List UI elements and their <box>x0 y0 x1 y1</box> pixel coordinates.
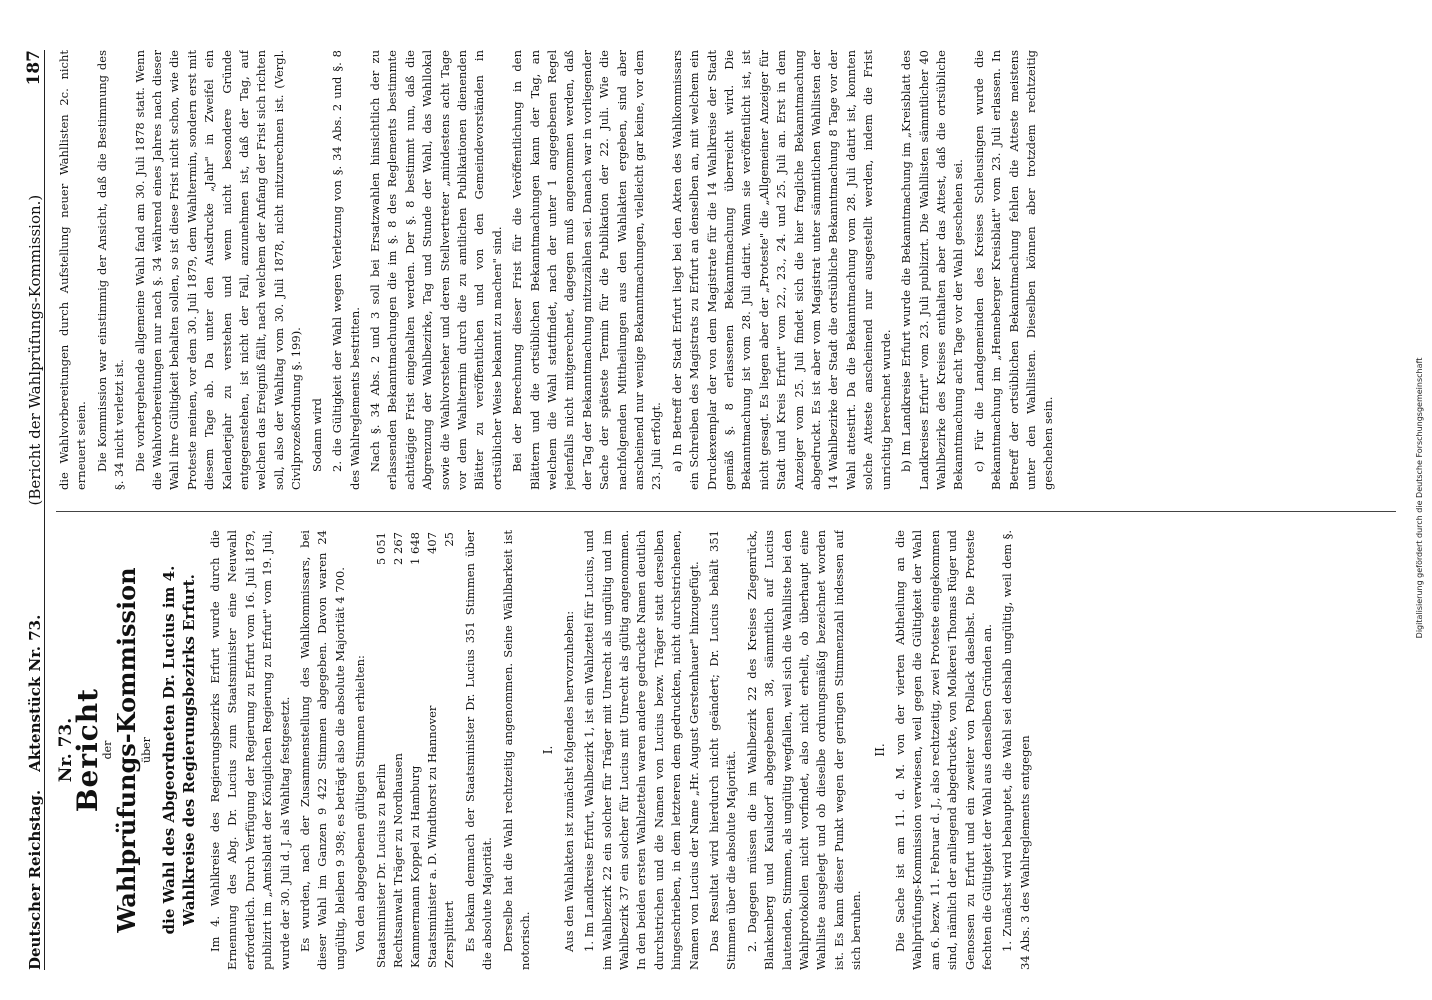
header-left-aktenstueck: Aktenstück Nr. 73. <box>26 614 44 772</box>
candidate-name: Kammermann Koppel zu Hamburg <box>407 765 422 968</box>
vote-count: 2 267 <box>390 532 405 565</box>
column-divider <box>56 511 1396 512</box>
vote-row <box>441 530 458 970</box>
paragraph: Die Kommission war einstimmig der Ansicht, daß die Bestimmung des §. 34 nicht verletzt ist. <box>94 50 127 490</box>
paragraph: 1. Im Landkreise Erfurt, Wahlbezirk 1, ist ein Wahlzettel für Lucius, und im Wahlbezirk 22 ein solcher für Träger mit Unrecht als ungültig und im Wahlbezirk 37 ein solcher für Lucius mit Unrecht als gültig angenommen. In den beiden ersten Wahlzetteln waren andere gedruckte Namen deutlich durchstrichen und die Namen von Lucius bezw. Träger statt derselben hingeschrieben, in dem letzteren dem gedruckten, nicht durchstrichenen, Namen von Lucius der Name „Hr. August Gerstenhauer" hinzugefügt. <box>582 530 701 970</box>
vote-row <box>373 530 390 970</box>
paragraph: die Wahlvorbereitungen durch Aufstellung neuer Wahllisten 2c. nicht erneuert seien. <box>57 50 89 490</box>
paragraph: Aus den Wahlakten ist zunächst folgendes hervorzuheben: <box>561 610 576 952</box>
header-center-title: (Bericht der Wahlprüfungs-Kommission.) <box>26 194 44 506</box>
title-der: der <box>100 740 114 760</box>
candidate-name: Staatsminister a. D. Windthorst zu Hannover <box>424 705 439 968</box>
vote-table <box>373 530 458 970</box>
title-subject: die Wahl des Abgeordneten Dr. Lucius im 4. Wahlkreise des Regierungsbezirks Erfurt. <box>160 565 199 935</box>
paragraph: Sodann wird <box>309 398 324 472</box>
vote-count: 407 <box>424 532 439 554</box>
paragraph: 1. Zunächst wird behauptet, die Wahl sei deshalb ungültig, weil dem §. 34 Abs. 3 des Wahlreglements entgegen <box>1000 530 1032 970</box>
paragraph: Von den abgegebenen gültigen Stimmen erhielten: <box>353 655 368 952</box>
vote-row <box>407 530 424 970</box>
paragraph: Nach §. 34 Abs. 2 und 3 soll bei Ersatzwahlen hinsichtlich der zu erlassenden Bekanntmachungen die im §. 8 des Reglements bestimmte achttägige Frist eingehalten werden. Der §. 8 bestimmt nun, daß die Abgrenzung der Wahlbezirke, Tag und Stunde der Wahl, das Wahllokal sowie die Wahlvorsteher und deren Stellvertreter „mindestens acht Tage vor dem Wahltermin durch die zu amtlichen Publikationen dienenden Blätter zu veröffentlichen und von den Gemeindevorständen in ortsüblicher Weise bekannt zu machen" sind. <box>367 50 504 490</box>
paragraph: Die vorhergehende allgemeine Wahl fand am 30. Juli 1878 statt. Wenn die Wahlvorbereitungen nur nach §. 34 während eines Jahres nach dieser Wahl ihre Gültigkeit behalten sollen, so ist diese Frist nicht schon, wie die Proteste meinen, vor dem 30. Juli 1879, dem Wahltermin, sondern erst mit diesem Tage ab. Da unter den Ausdrucke „Jahr" in Zweifel ein Kalenderjahr zu verstehen und wenn nicht besondere Gründe entgegenstehen, ist nicht der Fall, anzunehmen ist, daß der Tag, auf welchen das Ereigniß fällt, nach welchem der Anfang der Frist sich richten soll, also der Wahltag vom 30. Juli 1878, nicht mitzurechnen ist. (Vergl. Civilprozeßordnung §. 199). <box>132 50 304 490</box>
vote-count: 5 051 <box>373 532 388 565</box>
paragraph: 2. die Gültigkeit der Wahl wegen Verletzung von §. 34 Abs. 2 und §. 8 des Wahlreglements bestritten. <box>330 50 362 490</box>
vote-count: 25 <box>441 532 456 547</box>
paragraph: c) Für die Landgemeinden des Kreises Schleusingen wurde die Bekanntmachung im „Henneberger Kreisblatt" vom 23. Juli erlassen. In Betreff der ortsüblichen Bekanntmachung fehlen die Atteste meistens unter den Wahllisten. Dieselben können aber trotzdem rechtzeitig geschehen sein. <box>971 50 1056 490</box>
paragraph: Derselbe hat die Wahl rechtzeitig angenommen. Seine Wählbarkeit ist notorisch. <box>500 530 532 970</box>
header-left-reichstag: Deutscher Reichstag. <box>26 789 44 970</box>
paragraph: Im 4. Wahlkreise des Regierungsbezirks Erfurt wurde durch die Ernennung des Abg. Dr. Lucius zum Staatsminister eine Neuwahl erforderlich. Durch Verfügung der Regierung zu Erfurt vom 16. Juli 1879, publizirt im „Amtsblatt der Königlichen Regierung zu Erfurt" vom 19. Juli, wurde der 30. Juli d. J. als Wahltag festgesetzt. <box>208 530 292 970</box>
paragraph: Es bekam demnach der Staatsminister Dr. Lucius 351 Stimmen über die absolute Majorität. <box>462 530 495 970</box>
vote-row <box>424 530 441 970</box>
vote-count: 1 648 <box>407 532 422 565</box>
paragraph: Es wurden, nach der Zusammenstellung des Wahlkommissars, bei dieser Wahl im Ganzen 9 422 Stimmen abgegeben. Davon waren 24 ungültig, bleiben 9 398; es beträgt also die absolute Majorität 4 700. <box>298 530 347 970</box>
left-column <box>56 530 1396 970</box>
running-header <box>14 50 45 970</box>
candidate-name: Staatsminister Dr. Lucius zu Berlin <box>373 763 388 968</box>
paragraph: a) In Betreff der Stadt Erfurt liegt bei den Akten des Wahlkommissars ein Schreiben des Magistrats zu Erfurt an denselben an, mit welchem ein Druckexemplar der von dem Magistrate für die 14 Wahlkreise der Stadt gemäß §. 8 erlassenen Bekanntmachung überreicht wird. Die Bekanntmachung ist vom 28. Juli datirt. Wann sie veröffentlicht ist, ist nicht gesagt. Es liegen aber der „Proteste" die „Allgemeiner Anzeiger für Stadt und Kreis Erfurt" vom 22., 23., 24. und 25. Juli an. Erst in dem Anzeiger vom 25. Juli findet sich die hier fragliche Bekanntmachung abgedruckt. Es ist aber vom Magistrat unter sämmtlichen Wahllisten der 14 Wahlbezirke der Stadt die ortsübliche Bekanntmachung 8 Tage vor der Wahl attestirt. Da die Bekanntmachung vom 28. Juli datirt ist, konnten solche Atteste anscheinend nur ausgestellt werden, indem die Frist unrichtig berechnet wurde. <box>669 50 893 490</box>
section-heading-1: I. <box>541 745 556 755</box>
candidate-name: Rechtsanwalt Träger zu Nordhausen <box>390 753 405 968</box>
title-commission: Wahlprüfungs-Kommission <box>112 567 142 933</box>
paragraph: Die Sache ist am 11. d. M. von der vierten Abtheilung an die Wahlprüfungs-Kommission verwiesen, weil gegen die Gültigkeit der Wahl am 6. bezw. 11. Februar d. J., also rechtzeitig, zwei Proteste eingekommen sind, nämlich der anliegend abgedruckte, von Molkerei Thomas Rüger und Genossen zu Erfurt und ein zweiter von Pollack daselbst. Die Proteste fechten die Gültigkeit der Wahl aus denselben Gründen an. <box>893 530 995 970</box>
document-number: Nr. 73. <box>56 717 76 783</box>
paragraph: b) Im Landkreise Erfurt wurde die Bekanntmachung im „Kreisblatt des Landkreises Erfurt" vom 23. Juli publizirt. Die Wahllisten sämmtlicher 40 Wahlbezirke des Kreises enthalten aber das Attest, daß die ortsübliche Bekanntmachung acht Tage vor der Wahl geschehen sei. <box>899 50 966 490</box>
paragraph: Bei der Berechnung dieser Frist für die Veröffentlichung in den Blättern und die ortsüblichen Bekanntmachungen kann der Tag, an welchem die Wahl stattfindet, nach der unter 1 angegebenen Regel jedenfalls nicht mitgerechnet, dagegen muß angenommen werden, daß der Tag der Bekanntmachung mitzuzählen sei. Danach war in vorliegender Sache der späteste Termin für die Publikation der 22. Juli. Wie die nachfolgenden Mittheilungen aus den Wahlakten ergeben, sind aber anscheinend nur wenige Bekanntmachungen, vielleicht gar keine, vor dem 23. Juli erfolgt. <box>510 50 664 490</box>
candidate-name: Zersplittert <box>441 900 456 968</box>
right-column <box>56 50 1396 490</box>
vote-row <box>390 530 407 970</box>
paragraph: 2. Dagegen müssen die im Wahlbezirk 22 des Kreises Ziegenrück, Blankenberg und Kaulsdorf abgegebenen 38, sämmtlich auf Lucius lautenden, Stimmen, als ungültig wegfallen, weil sich die Wahlliste bei den Wahlprotokollen nicht vorfindet, also nicht erhellt, ob überhaupt eine Wahlliste ausgelegt und ob dieselbe ordnungsmäßig bezeichnet worden ist. Es kann dieser Punkt wegen der geringen Stimmenzahl indessen auf sich beruhen. <box>744 530 864 970</box>
page-number: 187 <box>24 50 44 86</box>
section-heading-2: II. <box>872 743 887 757</box>
paragraph: Das Resultat wird hierdurch nicht geändert; Dr. Lucius behält 351 Stimmen über die absolute Majorität. <box>706 530 739 970</box>
title-bericht: Bericht <box>71 687 105 813</box>
digitization-note: Digitalisierung gefördert durch die Deutsche Forschungsgemeinschaft <box>1415 357 1424 639</box>
title-ueber: über <box>139 737 153 763</box>
